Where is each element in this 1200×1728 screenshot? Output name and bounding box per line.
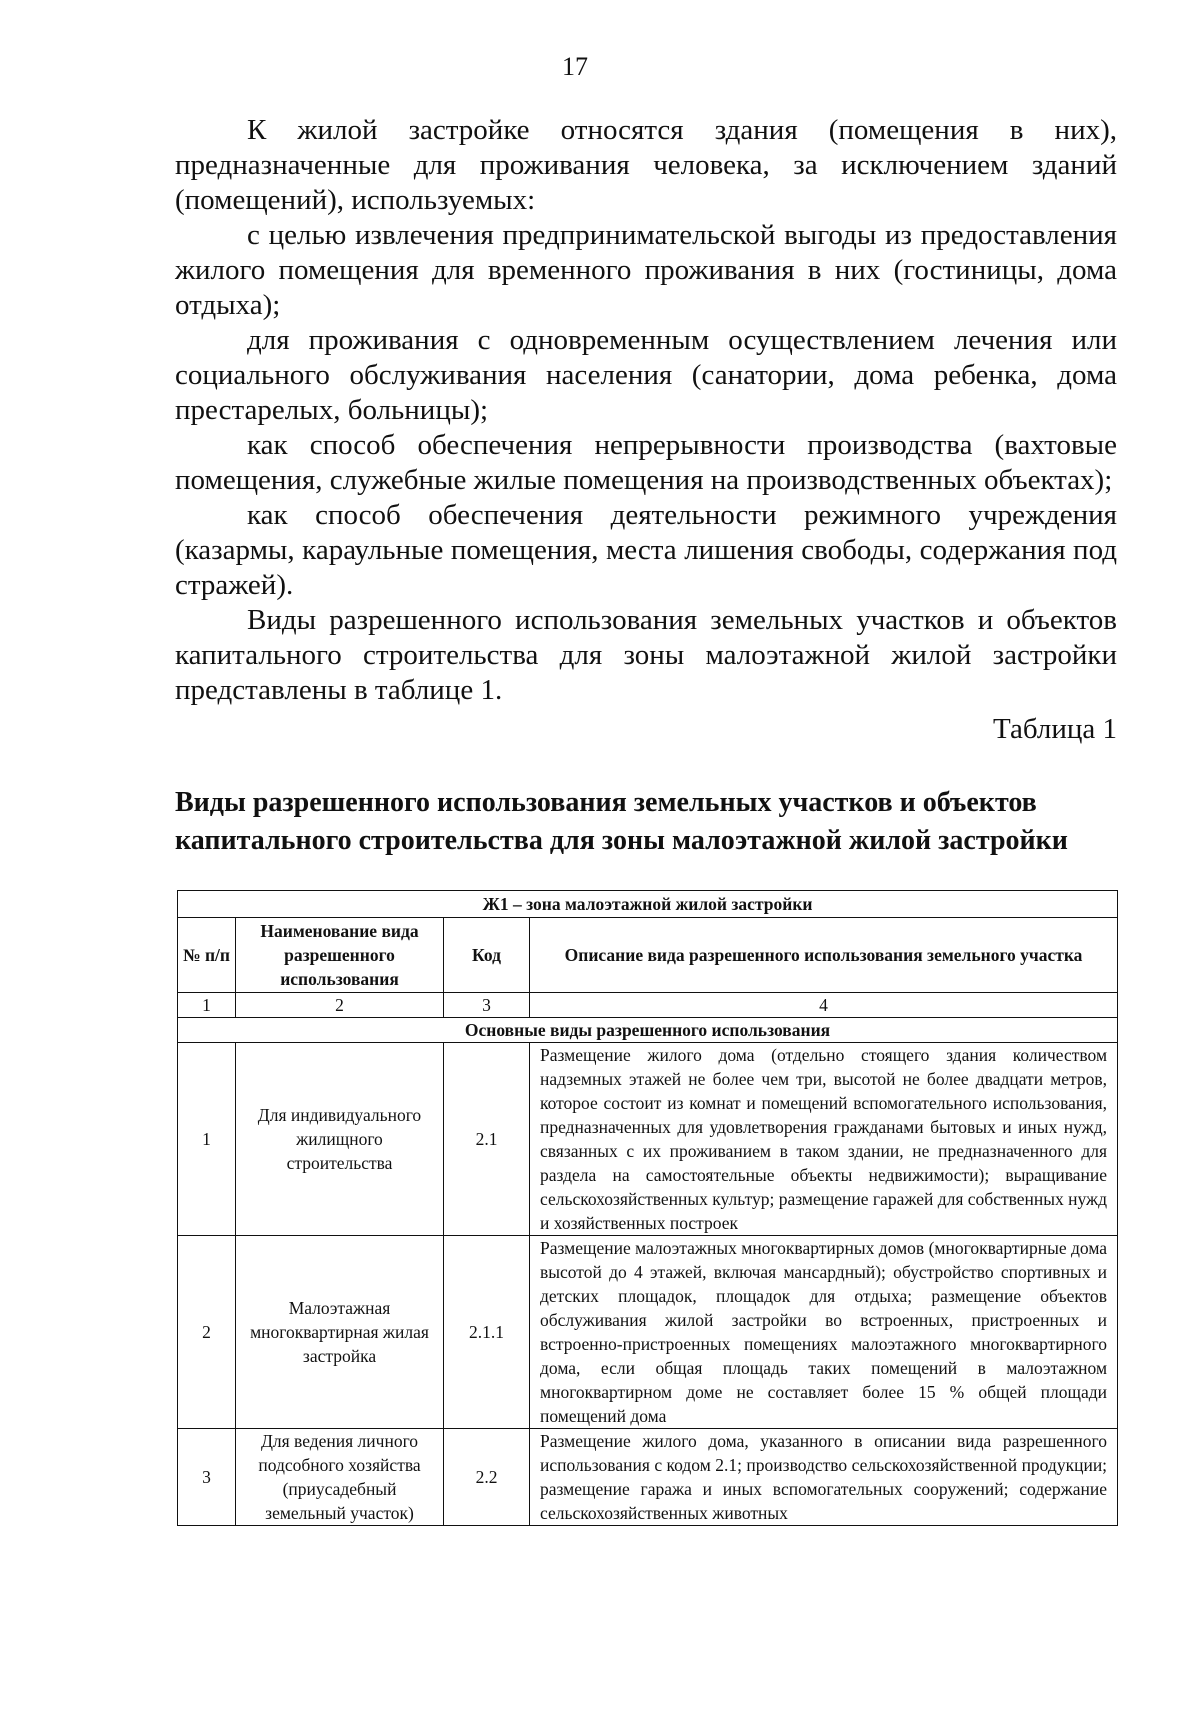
- column-number: 4: [530, 993, 1118, 1018]
- row-description: Размещение малоэтажных многоквартирных домов (многоквартирные дома высотой до 4 этажей, включая мансардный); обустройство спортивных и детских площадок, площадок для отдыха; размещение объектов обслуживания жилой застройки во встроенных, пристроенных и встроенно-пристроенных помещениях малоэтажного многоквартирного дома, если общая площадь таких помещений в малоэтажном многоквартирном доме не составляет более 15 % общей площади помещений дома: [530, 1236, 1118, 1429]
- row-description: Размещение жилого дома (отдельно стоящего здания количеством надземных этажей не более чем три, высотой не более двадцати метров, которое состоит из комнат и помещений вспомогательного использования, предназначенных для удовлетворения гражданами бытовых и иных нужд, связанных с их проживанием в таком здании, не предназначенного для раздела на самостоятельные объекты недвижимости); выращивание сельскохозяйственных культур; размещение гаражей для собственных нужд и хозяйственных построек: [530, 1043, 1118, 1236]
- header-num: № п/п: [178, 918, 236, 993]
- row-name: Для индивидуального жилищного строительства: [236, 1043, 444, 1236]
- page-number: 17: [562, 52, 588, 81]
- row-description: Размещение жилого дома, указанного в описании вида разрешенного использования с кодом 2.1; производство сельскохозяйственной продукции; размещение гаража и иных вспомогательных сооружений; содержание сельскохозяйственных животных: [530, 1429, 1118, 1526]
- paragraph: с целью извлечения предпринимательской выгоды из предоставления жилого помещения для временного проживания в них (гостиницы, дома отдыха);: [175, 219, 1117, 321]
- table-label: Таблица 1: [992, 713, 1117, 745]
- row-num: 2: [178, 1236, 236, 1429]
- header-code: Код: [444, 918, 530, 993]
- paragraph: как способ обеспечения деятельности режимного учреждения (казармы, караульные помещения, места лишения свободы, содержания под стражей).: [175, 499, 1117, 601]
- table-row: [178, 1429, 1118, 1526]
- row-name: Для ведения личного подсобного хозяйства (приусадебный земельный участок): [236, 1429, 444, 1526]
- body-text: [175, 113, 1117, 708]
- table-title: Виды разрешенного использования земельных участков и объектов капитального строительства для зоны малоэтажной жилой застройки: [175, 787, 1068, 856]
- row-code: 2.1: [444, 1043, 530, 1236]
- zones-table: [177, 890, 1118, 1526]
- section-header-row: [178, 1018, 1118, 1043]
- header-name: Наименование вида разрешенного использования: [236, 918, 444, 993]
- zone-header-row: [178, 891, 1118, 918]
- row-name: Малоэтажная многоквартирная жилая застройка: [236, 1236, 444, 1429]
- table-row: [178, 1043, 1118, 1236]
- zone-header: Ж1 – зона малоэтажной жилой застройки: [178, 891, 1118, 918]
- column-number-row: [178, 993, 1118, 1018]
- header-description: Описание вида разрешенного использования земельного участка: [530, 918, 1118, 993]
- section-header: Основные виды разрешенного использования: [178, 1018, 1118, 1043]
- paragraph: К жилой застройке относятся здания (помещения в них), предназначенные для проживания человека, за исключением зданий (помещений), используемых:: [175, 114, 1117, 216]
- column-number: 2: [236, 993, 444, 1018]
- row-code: 2.2: [444, 1429, 530, 1526]
- column-number: 3: [444, 993, 530, 1018]
- row-num: 3: [178, 1429, 236, 1526]
- column-number: 1: [178, 993, 236, 1018]
- table-row: [178, 1236, 1118, 1429]
- header-row: [178, 918, 1118, 993]
- paragraph: для проживания с одновременным осуществлением лечения или социального обслуживания населения (санатории, дома ребенка, дома престарелых, больницы);: [175, 324, 1117, 426]
- paragraph: Виды разрешенного использования земельных участков и объектов капитального строительства для зоны малоэтажной жилой застройки представлены в таблице 1.: [175, 604, 1117, 706]
- row-num: 1: [178, 1043, 236, 1236]
- paragraph: как способ обеспечения непрерывности производства (вахтовые помещения, служебные жилые помещения на производственных объектах);: [175, 429, 1117, 496]
- row-code: 2.1.1: [444, 1236, 530, 1429]
